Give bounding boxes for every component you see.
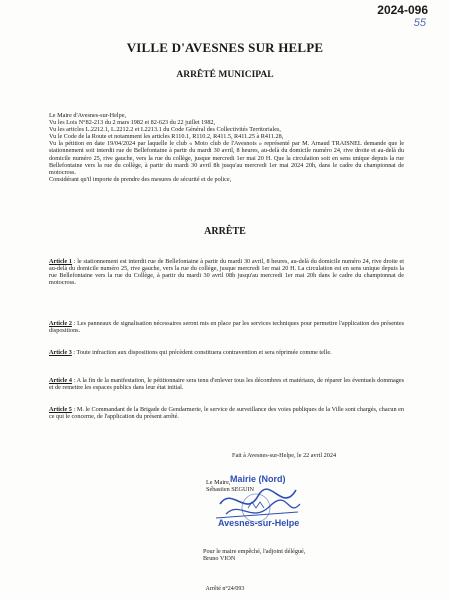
stamp-text-bottom: Avesnes-sur-Helpe: [218, 518, 300, 528]
preamble-line: Vu le Code de la Route et notamment les articles R110.1, R110.2, R411.5, R411.25 à R411.28,: [49, 133, 284, 141]
ref-handwritten: 55: [413, 17, 426, 29]
article-label: Article 5: [49, 406, 72, 413]
article-label: Article 1: [49, 258, 73, 265]
document-subtitle: ARRÊTÉ MUNICIPAL: [176, 70, 274, 80]
article-label: Article 4: [49, 377, 72, 384]
preamble-line: Vu les articles L.2212.1, L.2212.2 et L2213.1 du Code Général des Collectivités Territoriales,: [49, 126, 281, 134]
article-5: [49, 406, 404, 420]
arrete-heading: ARRÊTE: [204, 226, 246, 237]
signature-date: Fait à Avesnes-sur-Helpe, le 22 avril 2024: [232, 452, 337, 459]
article-text: : le stationnement est interdit rue de Bellefontaine à partir du mardi 30 avril, 8 heures, au-delà du domicile numéro 24, rive droite et au-delà du domicile numéro 25, rive gauche, vers la rue du collège, jusque mercredi 1er mai 20 H. La circulation est en sens unique depuis la rue Bellefontaine vers la rue du Collège, à partir du mardi 30 avril 08h jusqu'au mercredi 1er mai 20h dans le cadre du championnat de motocross.: [49, 258, 404, 287]
footer-ref: Arrêté n°24/093: [205, 586, 245, 592]
article-4: [49, 377, 404, 391]
article-text: : A la fin de la manifestation, le pétitionnaire sera tenu d'enlever tous les décombres et matériaux, de réparer les éventuels dommages et de remettre les espaces publics dans leur état initial.: [49, 377, 404, 392]
article-label: Article 3: [49, 349, 72, 356]
stamp-text-top: Mairie (Nord): [230, 474, 286, 484]
preamble-line: Considérant qu'il importe de prendre des mesures de sécurité et de police,: [49, 175, 232, 183]
signature-scribble-icon: [212, 474, 304, 542]
delegation-block: [203, 548, 305, 563]
preamble-line: Vu les Lois N°82-213 du 2 mars 1982 et 82-623 du 22 juillet 1982,: [49, 119, 216, 127]
document-title: VILLE D'AVESNES SUR HELPE: [126, 40, 324, 55]
article-3: [49, 349, 404, 356]
article-text: : Les panneaux de signalisation nécessaires seront mis en place par les services techniques pour permettre l'application des présentes dispositions.: [49, 320, 404, 335]
preamble-line: Le Maire d'Avesnes-sur-Helpe,: [49, 112, 126, 119]
article-text: : Toute infraction aux dispositions qui précèdent constituera contravention et sera réprimée comme telle.: [71, 349, 332, 356]
preamble-line: Vu la pétition en date 19/04/2024 par laquelle le club « Moto club de l'Avesnois » représenté par M. Arnaud TRAISNEL demande que le stationnement soit interdit rue de Bellefontaine à partir du mardi 30 avril, 8 heures, au-delà du domicile numéro 24, rive droite et au-delà du domicile numéro 25, rive gauche, vers la rue du collège, jusque mercredi 1er mai 20 H. Que la circulation soit en sens unique depuis la rue Bellefontaine vers la rue du collège, à partir du mardi 30 avril 8h jusqu'au mercredi 1er mai 2024 20h, dans le cadre du championnat de motocross.: [49, 140, 404, 176]
article-label: Article 2: [49, 320, 72, 327]
mairie-stamp: [212, 474, 304, 542]
article-2: [49, 320, 404, 334]
reference-number: [377, 4, 428, 30]
signatory-role: Le Maire,: [206, 479, 231, 486]
delegate-name: Bruno VION: [203, 555, 236, 563]
delegation-line: Pour le maire empêché, l'adjoint délégué,: [203, 548, 306, 555]
article-text: : M. le Commandant de la Brigade de Gendarmerie, le service de surveillance des voies publiques de la Ville sont chargés, chacun en ce qui le concerne, de l'application du présent arrêté.: [49, 406, 404, 421]
preamble: [49, 112, 404, 183]
signatory-name: Sébastien SEGUIN: [206, 486, 254, 494]
article-1: [49, 258, 404, 286]
ref-number: 2024-096: [377, 3, 428, 17]
